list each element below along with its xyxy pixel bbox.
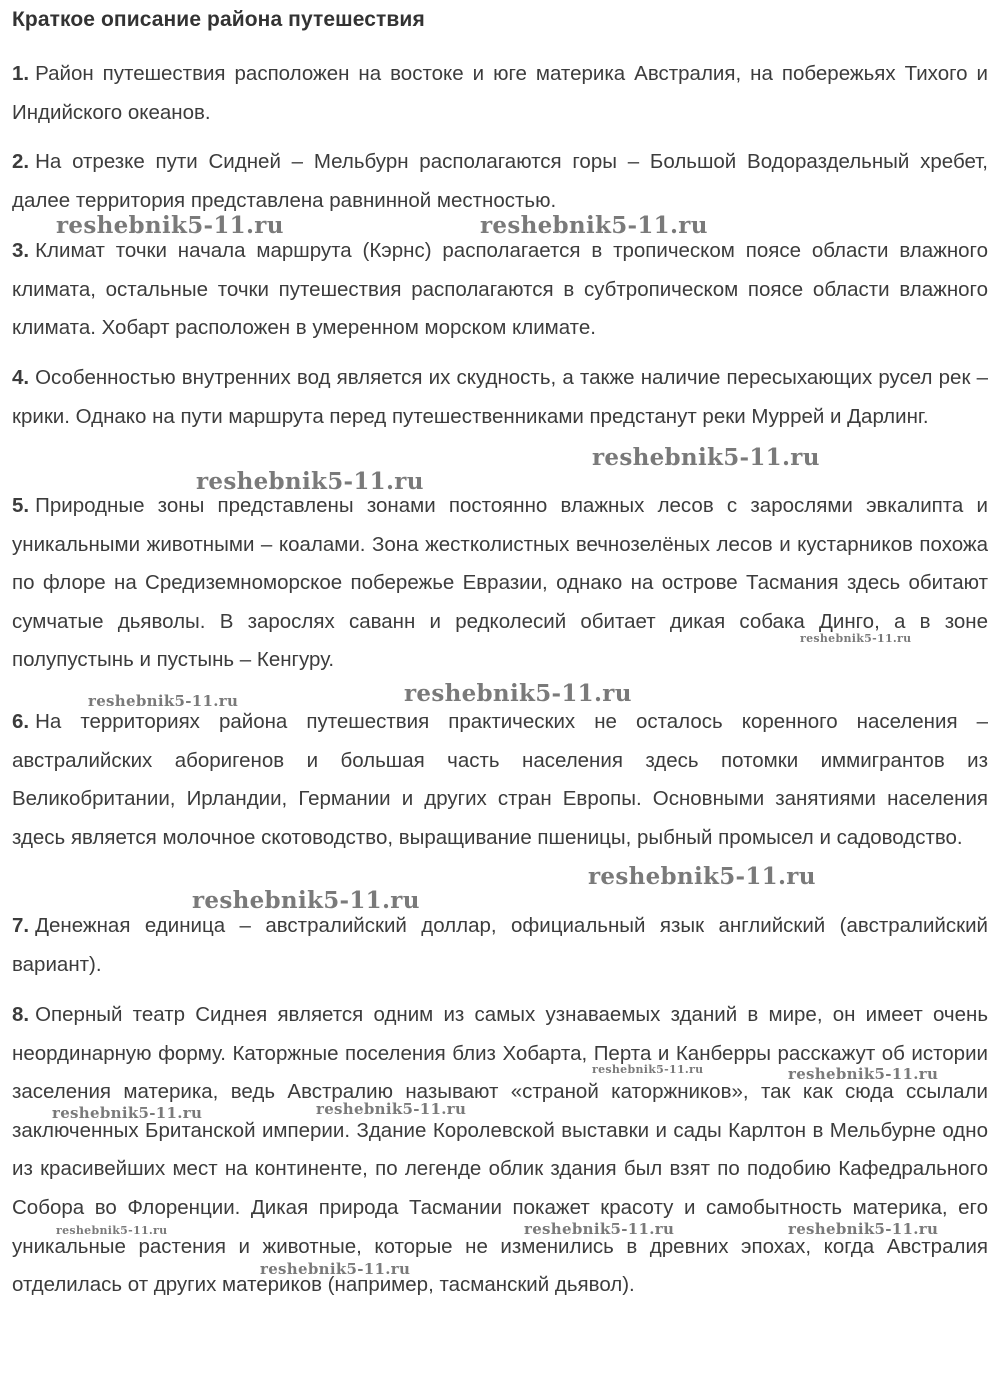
paragraph-number: 6. [12,710,30,733]
watermark: reshebnik5-11.ru [260,1260,411,1278]
watermark: reshebnik5-11.ru [524,1220,675,1238]
paragraph-number: 5. [12,494,30,517]
paragraph-4 [12,359,988,436]
paragraph-2 [12,143,988,220]
paragraph-text: Особенностью внутренних вод является их скудность, а также наличие пересыхающих русел рек – крики. Однако на пути маршрута перед путешественниками предстанут реки Муррей и Дарлинг. [12,366,988,428]
paragraph-text: Денежная единица – австралийский доллар, официальный язык английский (австралийский вариант). [12,914,988,976]
watermark: reshebnik5-11.ru [56,1224,168,1237]
paragraph-text: Природные зоны представлены зонами постоянно влажных лесов с зарослями эвкалипта и уникальными животными – коалами. Зона жестколистных вечнозелёных лесов и кустарников похожа по флоре на Средиземноморское побережье Евразии, однако на острове Тасмания здесь обитают сумчатые дьяволы. В зарослях саванн и редколесий обитает дикая собака Динго, а в зоне полупустынь и пустынь – Кенгуру. [12,494,988,672]
watermark: reshebnik5-11.ru [56,212,284,239]
paragraph-number: 1. [12,62,30,85]
watermark: reshebnik5-11.ru [196,468,424,495]
paragraph-8 [12,996,988,1305]
paragraph-number: 4. [12,366,30,389]
watermark: reshebnik5-11.ru [592,444,820,471]
watermark: reshebnik5-11.ru [404,680,632,707]
paragraph-5 [12,487,988,680]
paragraph-text: На отрезке пути Сидней – Мельбурн располагаются горы – Большой Водораздельный хребет, далее территория представлена равнинной местностью. [12,150,988,212]
watermark: reshebnik5-11.ru [316,1100,467,1118]
page-title: Краткое описание района путешествия [12,8,425,31]
watermark: reshebnik5-11.ru [800,632,912,645]
watermark: reshebnik5-11.ru [588,863,816,890]
paragraph-number: 8. [12,1003,30,1026]
paragraph-number: 2. [12,150,30,173]
paragraph-7 [12,907,988,984]
watermark: reshebnik5-11.ru [52,1104,203,1122]
paragraph-3 [12,232,988,348]
paragraph-text: Оперный театр Сиднея является одним из самых узнаваемых зданий в мире, он имеет очень неординарную форму. Каторжные поселения близ Хобарта, Перта и Канберры расскажут об истории заселения материка, ведь Австралию называют «страной каторжников», так как сюда ссылали заключенных Британской империи. Здание Королевской выставки и сады Карлтон в Мельбурне одно из красивейших мест на континенте, по легенде облик здания был взят по подобию Кафедрального Собора во Флоренции. Дикая природа Тасмании покажет красоту и самобытность материка, его уникальные растения и животные, которые не изменились в древних эпохах, когда Австралия отделилась от других материков (например, тасманский дьявол). [12,1003,988,1297]
watermark: reshebnik5-11.ru [592,1063,704,1076]
paragraph-number: 7. [12,914,30,937]
paragraph-text: Климат точки начала маршрута (Кэрнс) располагается в тропическом поясе области влажного климата, остальные точки путешествия располагаются в субтропическом поясе области влажного климата. Хобарт расположен в умеренном морском климате. [12,239,988,340]
paragraph-1 [12,55,988,132]
paragraph-text: Район путешествия расположен на востоке и юге материка Австралия, на побережьях Тихого и Индийского океанов. [12,62,988,124]
paragraph-6 [12,703,988,857]
paragraph-number: 3. [12,239,30,262]
watermark: reshebnik5-11.ru [788,1065,939,1083]
watermark: reshebnik5-11.ru [88,692,239,710]
paragraph-text: На территориях района путешествия практических не осталось коренного населения – австралийских аборигенов и большая часть населения здесь потомки иммигрантов из Великобритании, Ирландии, Германии и других стран Европы. Основными занятиями населения здесь является молочное скотоводство, выращивание пшеницы, рыбный промысел и садоводство. [12,710,988,849]
watermark: reshebnik5-11.ru [192,887,420,914]
watermark: reshebnik5-11.ru [788,1220,939,1238]
watermark: reshebnik5-11.ru [480,212,708,239]
